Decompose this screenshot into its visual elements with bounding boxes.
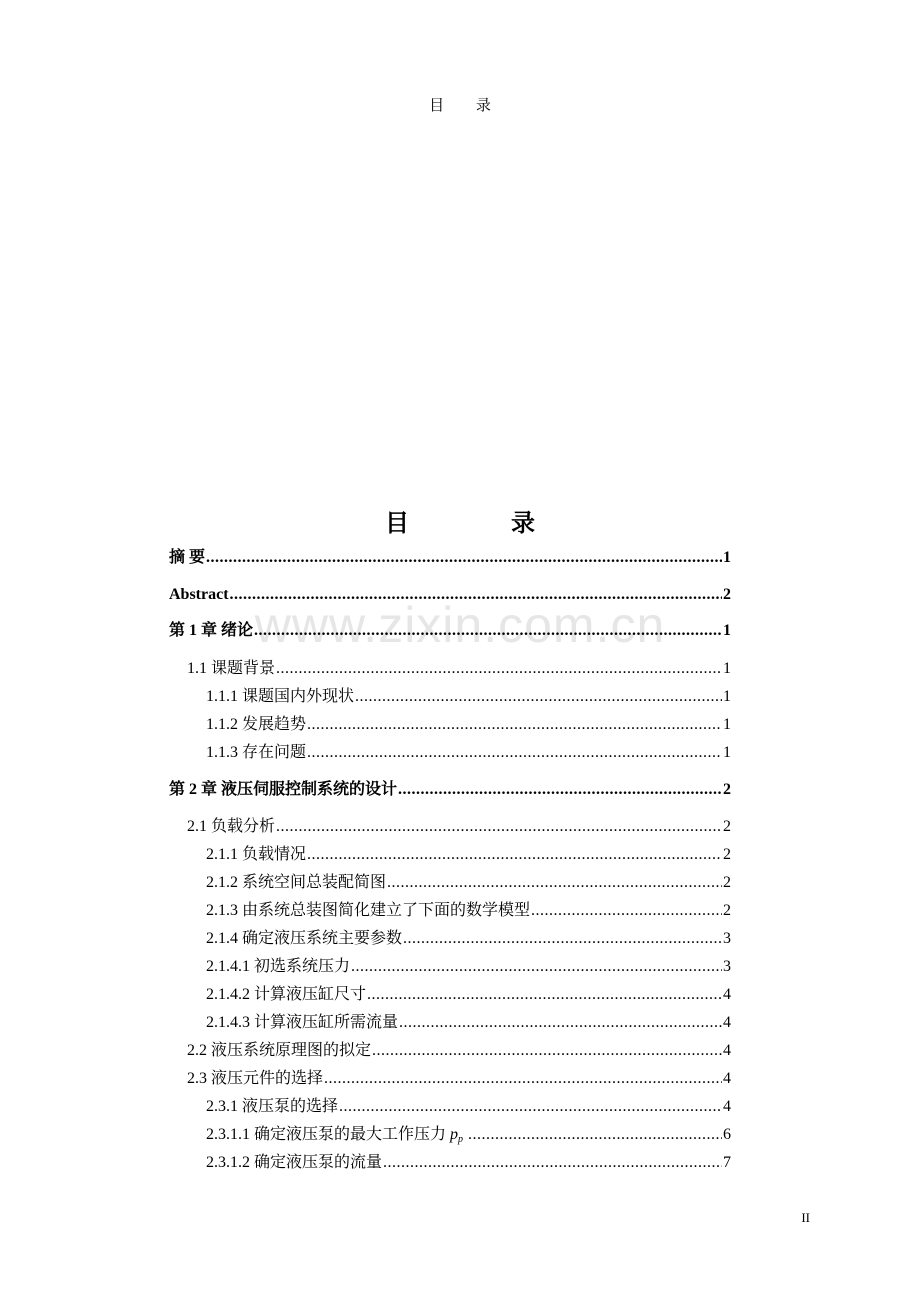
toc-entry[interactable] <box>206 985 731 1005</box>
toc-entry-page: 3 <box>723 958 731 975</box>
toc-entry-label: 2.1.2 系统空间总装配简图 <box>206 874 387 891</box>
toc-entry-page: 4 <box>723 986 731 1003</box>
dot-leader <box>276 659 722 679</box>
dot-leader <box>206 548 722 568</box>
toc-entry-page: 4 <box>723 1098 731 1115</box>
toc-entry-label: 第 2 章 液压伺服控制系统的设计 <box>169 781 398 798</box>
toc-entry-label: 1.1.2 发展趋势 <box>206 716 307 733</box>
toc-entry-label: 1.1.3 存在问题 <box>206 744 307 761</box>
toc-entry-label: 2.1.1 负载情况 <box>206 846 307 863</box>
dot-leader <box>403 929 722 949</box>
toc-entry[interactable] <box>169 585 731 605</box>
dot-leader <box>307 715 722 735</box>
toc-entry-page: 1 <box>723 744 731 761</box>
toc-entry-label: 1.1.1 课题国内外现状 <box>206 688 355 705</box>
toc-entry[interactable] <box>206 715 731 735</box>
dot-leader <box>468 1125 722 1145</box>
toc-entry-page: 7 <box>723 1154 731 1171</box>
toc-entry-label: 2.2 液压系统原理图的拟定 <box>187 1042 372 1059</box>
toc-entry-label: 2.3.1 液压泵的选择 <box>206 1098 339 1115</box>
dot-leader <box>254 621 722 641</box>
dot-leader <box>367 985 722 1005</box>
running-header-title: 目 录 <box>429 98 505 114</box>
toc-entry[interactable] <box>187 1069 731 1089</box>
dot-leader <box>372 1041 722 1061</box>
toc-entry[interactable] <box>187 817 731 837</box>
toc-entry[interactable] <box>206 845 731 865</box>
dot-leader <box>324 1069 722 1089</box>
dot-leader <box>307 743 722 763</box>
toc-entry-page: 2 <box>723 902 731 919</box>
toc-entry-label: 摘 要 <box>169 549 206 566</box>
toc-title: 目 录 <box>385 511 583 537</box>
toc-entry[interactable] <box>206 1125 731 1150</box>
toc-entry[interactable] <box>206 1097 731 1117</box>
toc-entry-page: 1 <box>723 660 731 677</box>
toc-entry[interactable] <box>169 548 731 568</box>
dot-leader <box>399 1013 722 1033</box>
page-number: II <box>801 1210 810 1225</box>
toc-entry-page: 4 <box>723 1014 731 1031</box>
toc-entry-label: 2.3 液压元件的选择 <box>187 1070 324 1087</box>
math-subscript: p <box>458 1134 464 1145</box>
dot-leader <box>307 845 722 865</box>
toc-entry-label: Abstract <box>169 586 229 603</box>
toc-entry-page: 4 <box>723 1070 731 1087</box>
toc-entry-page: 6 <box>723 1126 731 1143</box>
dot-leader <box>351 957 722 977</box>
toc-entry-label: 1.1 课题背景 <box>187 660 276 677</box>
toc-entry[interactable] <box>187 659 731 679</box>
dot-leader <box>531 901 722 921</box>
dot-leader <box>355 687 722 707</box>
dot-leader <box>339 1097 722 1117</box>
dot-leader <box>383 1153 722 1173</box>
watermark: www.zixin.com.cn <box>254 597 666 653</box>
toc-entry-page: 4 <box>723 1042 731 1059</box>
toc-entry[interactable] <box>187 1041 731 1061</box>
toc-entry-page: 1 <box>723 622 731 639</box>
toc-entry[interactable] <box>169 780 731 800</box>
toc-entry-label: 第 1 章 绪论 <box>169 622 254 639</box>
toc-entry-page: 1 <box>723 716 731 733</box>
toc-entry-page: 2 <box>723 586 731 603</box>
toc-entry-page: 2 <box>723 781 731 798</box>
toc-entry[interactable] <box>206 1013 731 1033</box>
toc-entry-page: 2 <box>723 874 731 891</box>
toc-entry-label: 2.1 负载分析 <box>187 818 276 835</box>
toc-entry[interactable] <box>206 687 731 707</box>
toc-entry[interactable] <box>206 957 731 977</box>
toc-entry-label: 2.1.4.1 初选系统压力 <box>206 958 351 975</box>
toc-entry-page: 2 <box>723 818 731 835</box>
toc-entry-label: 2.3.1.1 确定液压泵的最大工作压力 <box>206 1126 447 1143</box>
dot-leader <box>276 817 722 837</box>
toc-entry-label: 2.1.4.2 计算液压缸尺寸 <box>206 986 367 1003</box>
toc-entry-label: 2.3.1.2 确定液压泵的流量 <box>206 1154 383 1171</box>
math-symbol: pp <box>450 1126 464 1145</box>
toc-entry[interactable] <box>206 929 731 949</box>
toc-entry-label: 2.1.3 由系统总装图简化建立了下面的数学模型 <box>206 902 531 919</box>
toc-entry[interactable] <box>206 743 731 763</box>
toc-entry-label: 2.1.4 确定液压系统主要参数 <box>206 930 403 947</box>
toc-entry-page: 1 <box>723 688 731 705</box>
toc-entry[interactable] <box>206 1153 731 1173</box>
dot-leader <box>387 873 722 893</box>
dot-leader <box>398 780 722 800</box>
toc-entry-label: 2.1.4.3 计算液压缸所需流量 <box>206 1014 399 1031</box>
toc-entry[interactable] <box>206 901 731 921</box>
toc-entry[interactable] <box>169 621 731 641</box>
toc-entry-page: 2 <box>723 846 731 863</box>
toc-entry-page: 1 <box>723 549 731 566</box>
toc-entry-page: 3 <box>723 930 731 947</box>
dot-leader <box>230 585 722 605</box>
toc-entry[interactable] <box>206 873 731 893</box>
